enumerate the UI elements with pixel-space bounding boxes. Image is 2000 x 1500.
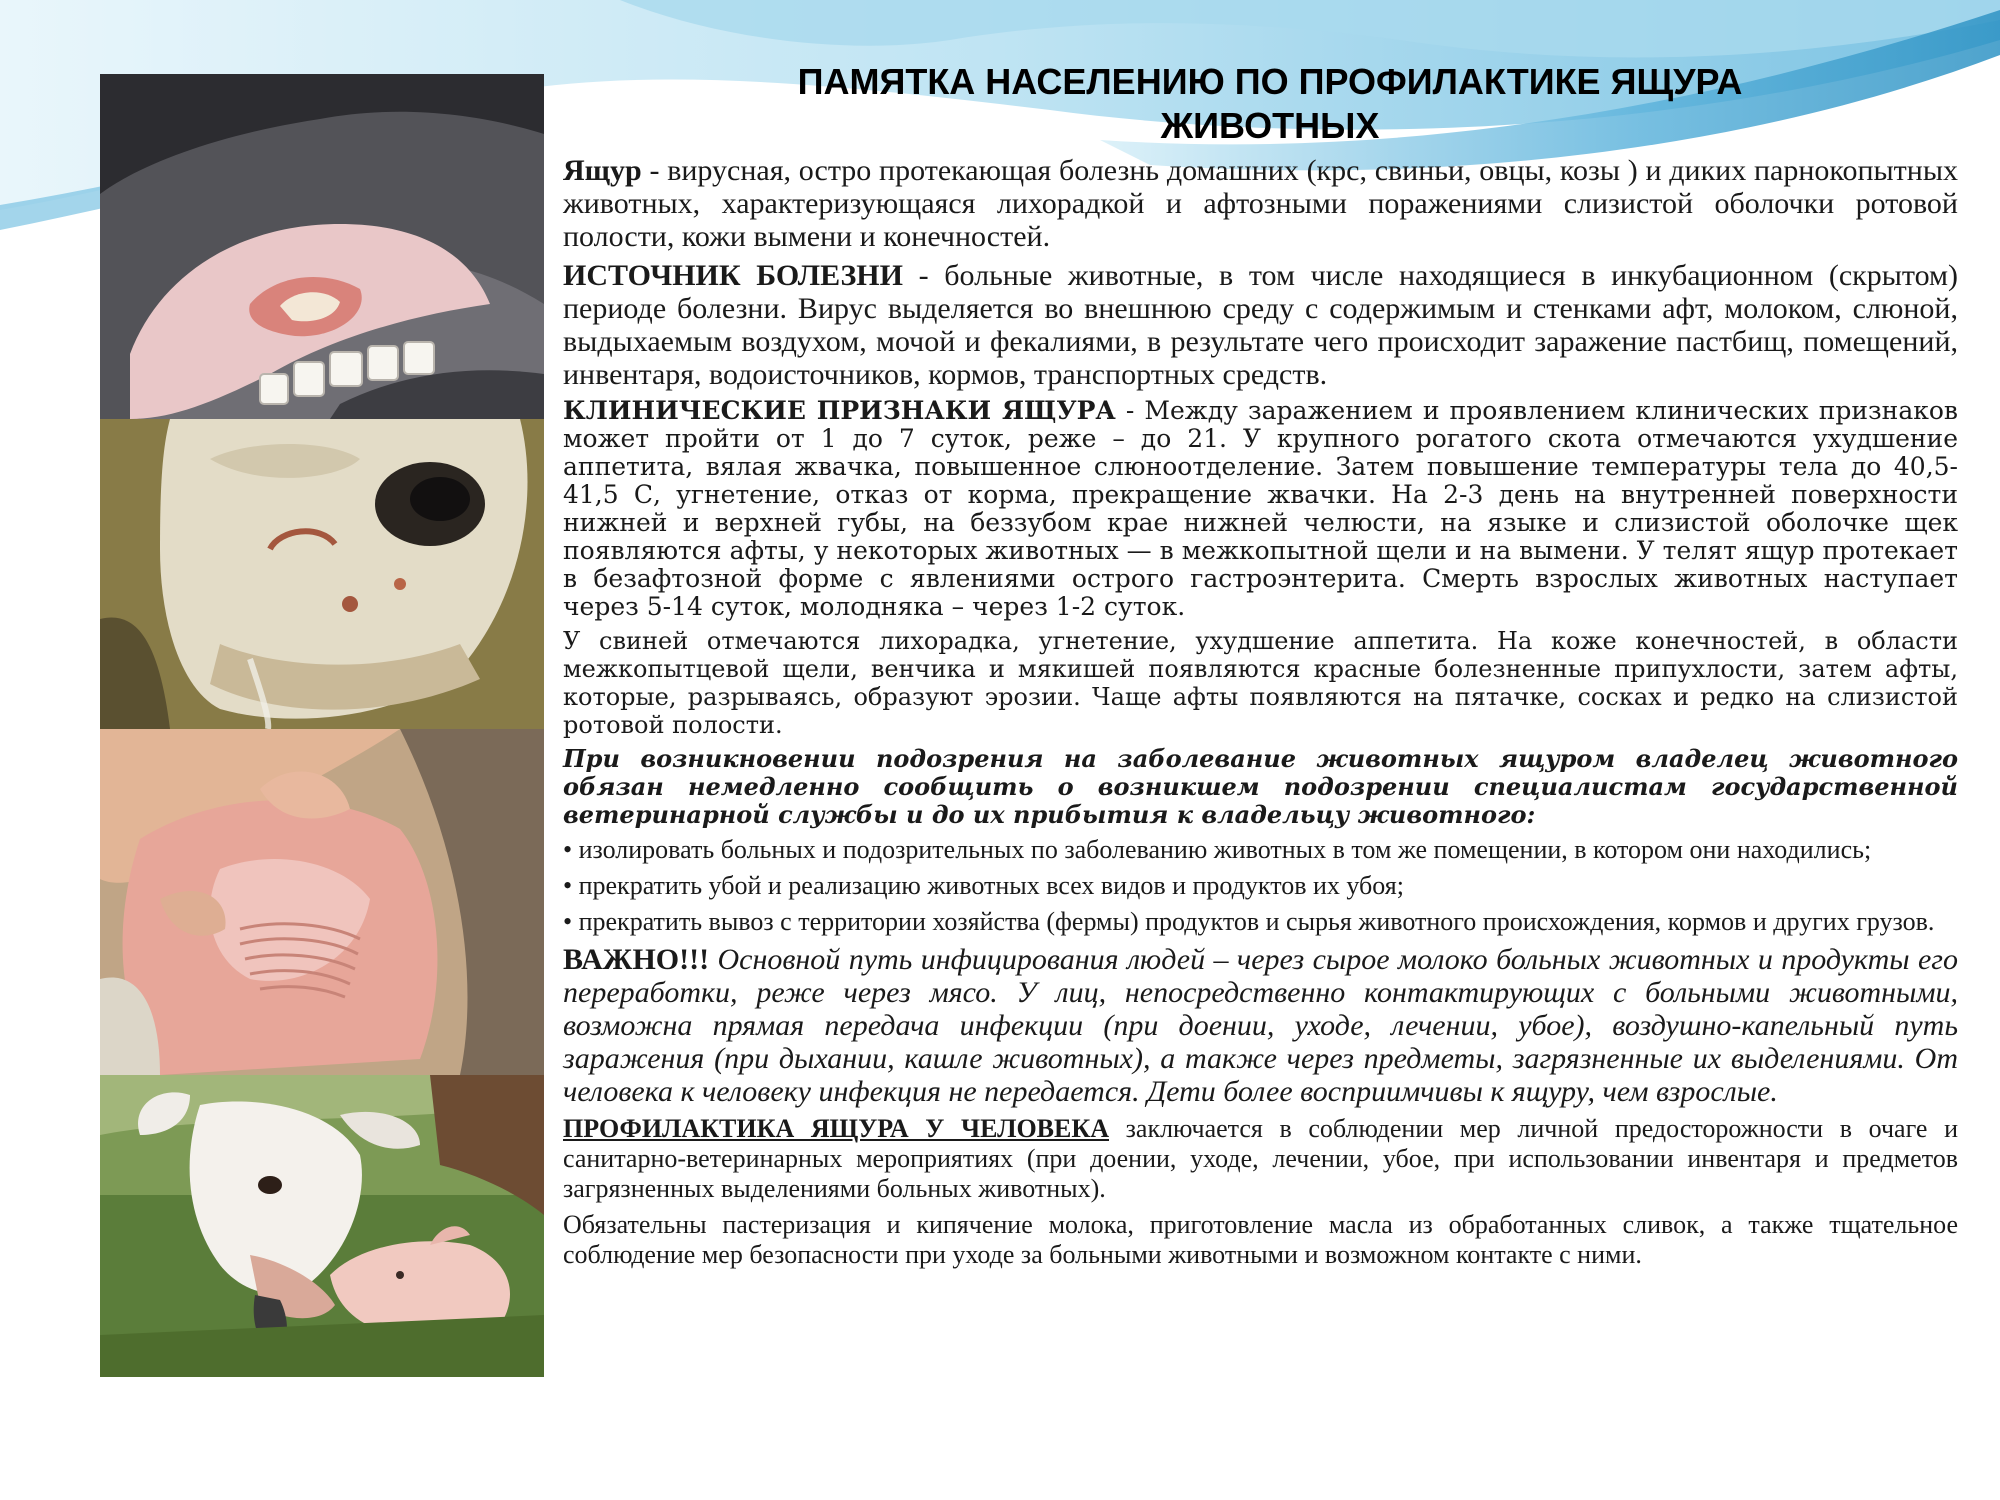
title-line-1: ПАМЯТКА НАСЕЛЕНИЮ ПО ПРОФИЛАКТИКЕ ЯЩУРА	[797, 61, 1743, 102]
memo-body	[563, 154, 1958, 1276]
source-text: - больные животные, в том числе находящиеся в инкубационном (скрытом) периоде болезни. Вирус выделяется во внешнюю среду с содержимым и стенками афт, молоком, слюной, выдыхаемым воздухом, мочой и фекалиями, в результате чего происходит заражение пастбищ, помещений, инвентаря, водоисточников, кормов, транспортных средств.	[563, 259, 1958, 391]
paragraph-source	[563, 259, 1958, 391]
paragraph-pigs: У свиней отмечаются лихорадка, угнетение, ухудшение аппетита. На коже конечностей, в области межкопытцевой щели, венчика и мякишей появляются красные болезненные припухлости, затем афты, которые, разрываясь, образуют эрозии. Чаще афты появляются на пятачке, сосках и редко на слизистой ротовой полости.	[563, 627, 1958, 739]
paragraph-important	[563, 943, 1958, 1108]
photo-cow-nose	[100, 419, 544, 729]
prevention-text: заключается в соблюдении мер личной предосторожности в очаге и санитарно-ветеринарных мероприятиях (при доении, уходе, лечении, убое, при использовании инвентаря и предметов загрязненных выделениями больных животных).	[563, 1114, 1958, 1203]
important-label: ВАЖНО!!!	[563, 943, 710, 976]
photo-lip-lesion	[100, 74, 544, 419]
definition-text: - вирусная, остро протекающая болезнь домашних (крс, свиньи, овцы, козы ) и диких парнокопытных животных, характеризующаяся лихорадкой и афтозными поражениями слизистой оболочки ротовой полости, кожи вымени и конечностей.	[563, 154, 1958, 253]
bullet-item-isolate: • изолировать больных и подозрительных по заболеванию животных в том же помещении, в котором они находились;	[563, 835, 1872, 864]
photo-cow-and-pig	[100, 1075, 544, 1377]
paragraph-mandatory: Обязательны пастеризация и кипячение молока, приготовление масла из обработанных сливок, а также тщательное соблюдение мер безопасности при уходе за больными животными и возможном контакте с ними.	[563, 1210, 1958, 1269]
clinical-text: - Между заражением и проявлением клинических признаков может пройти от 1 до 7 суток, реже – до 21. У крупного рогатого скота отмечаются ухудшение аппетита, вялая жвачка, повышенное слюноотделение. Затем повышение температуры тела до 40,5-41,5 С, угнетение, отказ от корма, прекращение жвачки. На 2-3 день на внутренней поверхности нижней и верхней губы, на беззубом крае нижней челюсти, на языке и слизистой оболочке щек появляются афты, у некоторых животных — в межкопытной щели и на вымени. У телят ящур протекает в безафтозной форме с явлениями острого гастроэнтерита. Смерть взрослых животных наступает через 5-14 суток, молодняка – через 1-2 суток.	[563, 396, 1958, 621]
prevention-label: ПРОФИЛАКТИКА ЯЩУРА У ЧЕЛОВЕКА	[563, 1114, 1109, 1143]
paragraph-suspicion: При возникновении подозрения на заболевание животных ящуром владелец животного обязан немедленно сообщить о возникшем подозрении специалистам государственной ветеринарной службы и до их прибытия к владельцу животного:	[563, 744, 1958, 829]
definition-label: Ящур	[563, 154, 642, 187]
clinical-label: КЛИНИЧЕСКИЕ ПРИЗНАКИ ЯЩУРА	[563, 396, 1116, 425]
source-label: ИСТОЧНИК БОЛЕЗНИ	[563, 259, 903, 292]
paragraph-clinical	[563, 397, 1958, 621]
bullet-item-stop-slaughter: • прекратить убой и реализацию животных всех видов и продуктов их убоя;	[563, 871, 1404, 900]
important-text: Основной путь инфицирования людей – через сырое молоко больных животных и продукты его переработки, реже через мясо. У лиц, непосредственно контактирующих с больными животными, возможна прямая передача инфекции (при доении, уходе, лечении, убое), воздушно-капельный путь заражения (при дыхании, кашле животных), а также через предметы, загрязненные их выделениями. От человека к человеку инфекция не передается. Дети более восприимчивы к ящуру, чем взрослые.	[563, 943, 1958, 1108]
photo-mouth-inspection	[100, 729, 544, 1075]
title-line-2: ЖИВОТНЫХ	[1160, 105, 1380, 146]
page-title	[640, 60, 1900, 148]
paragraph-prevention	[563, 1114, 1958, 1204]
paragraph-definition	[563, 154, 1958, 253]
bullet-item-stop-export: • прекратить вывоз с территории хозяйства (фермы) продуктов и сырья животного происхождения, кормов и других грузов.	[563, 907, 1935, 936]
